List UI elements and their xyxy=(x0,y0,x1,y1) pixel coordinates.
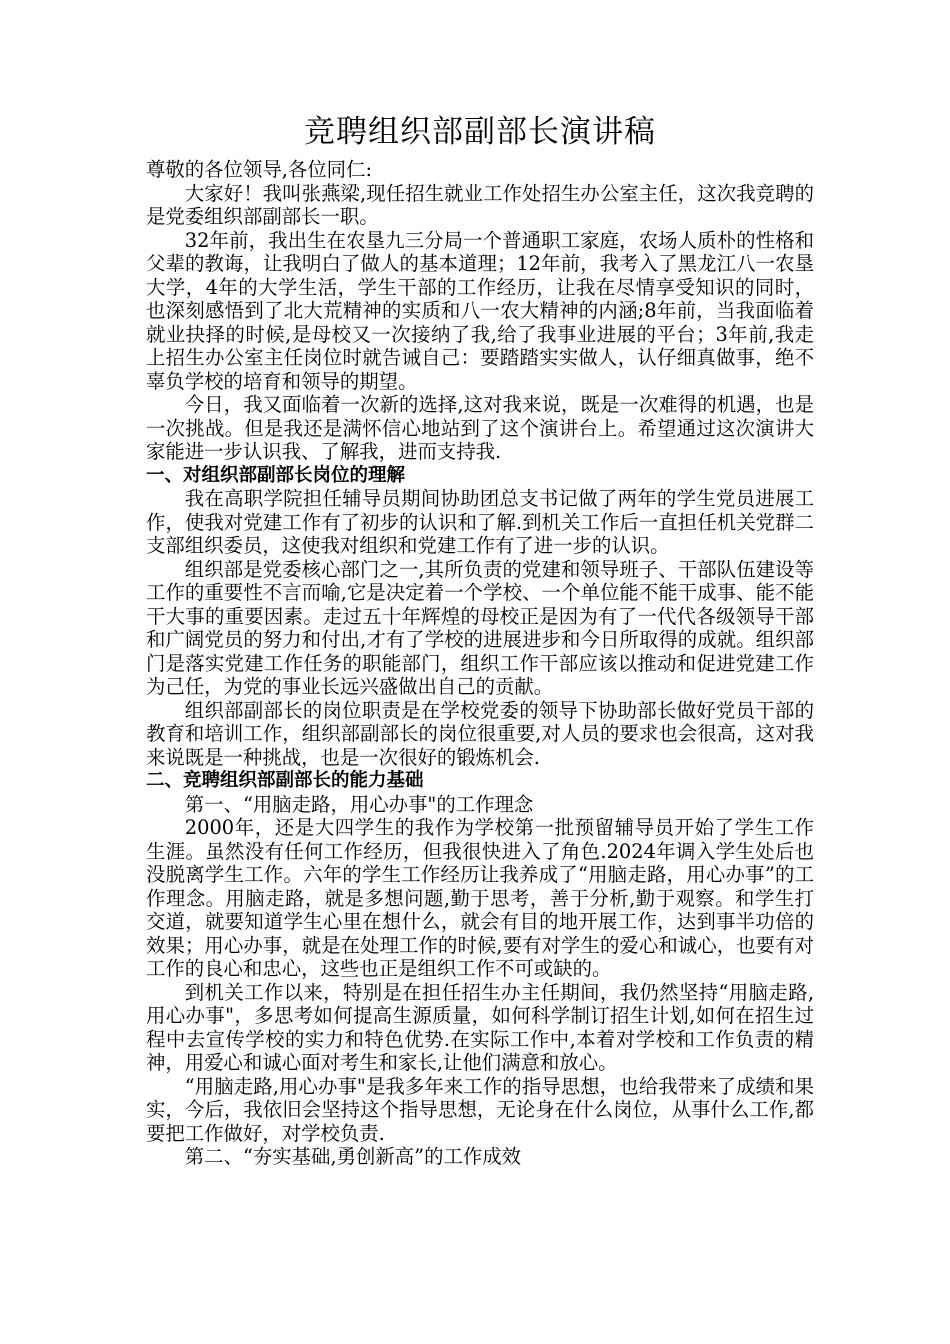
intro-paragraph-2: 32年前，我出生在农垦九三分局一个普通职工家庭，农场人质朴的性格和父辈的教诲，让我明白了做人的基本道理；12年前，我考入了黑龙江八一农垦大学，4年的大学生活，学生干部的工作经历，让我在尽情享受知识的同时，也深刻感悟到了北大荒精神的实质和八一农大精神的内涵;8年前，当我面临着就业抉择的时候,是母校又一次接纳了我,给了我事业进展的平台；3年前,我走上招生办公室主任岗位时就告诫自己：要踏踏实实做人，认仔细真做事，绝不辜负学校的培育和领导的期望。 xyxy=(146,228,814,393)
section-2-heading: 二、竞聘组织部副部长的能力基础 xyxy=(146,770,424,791)
section-2-subheading-1: 第一、“用脑走路，用心办事"的工作理念 xyxy=(184,792,534,816)
section-1-heading: 一、对组织部副部长岗位的理解 xyxy=(146,464,406,486)
section-1-paragraph-1: 我在高职学院担任辅导员期间协助团总支书记做了两年的学生党员进展工作，使我对党建工作有了初步的认识和了解.到机关工作后一直担任机关党群二支部组织委员，这使我对组织和党建工作有了进一步的认识。 xyxy=(146,487,814,557)
document-title: 竞聘组织部副部长演讲稿 xyxy=(304,114,656,150)
section-2-subheading-2: 第二、“夯实基础,勇创新高”的工作成效 xyxy=(184,1145,522,1168)
section-1-paragraph-3: 组织部副部长的岗位职责是在学校党委的领导下协助部长做好党员干部的教育和培训工作，组织部副部长的岗位很重要,对人员的要求也会很高，这对我来说既是一种挑战，也是一次很好的锻炼机会. xyxy=(146,698,814,769)
intro-paragraph-1: 大家好！我叫张燕梁,现任招生就业工作处招生办公室主任，这次我竞聘的是党委组织部副部长一职。 xyxy=(146,181,814,228)
salutation: 尊敬的各位领导,各位同仁: xyxy=(146,158,372,181)
section-1-paragraph-2: 组织部是党委核心部门之一,其所负责的党建和领导班子、干部队伍建设等工作的重要性不言而喻,它是决定着一个学校、一个单位能不能干成事、能不能干大事的重要因素。走过五十年辉煌的母校正是因为有了一代代各级领导干部和广阔党员的努力和付出,才有了学校的进展进步和今日所取得的成就。组织部门是落实党建工作任务的职能部门，组织工作干部应该以推动和促进党建工作为己任，为党的事业长远兴盛做出自己的贡献。 xyxy=(146,557,814,698)
section-2-paragraph-2: 到机关工作以来，特别是在担任招生办主任期间，我仍然坚持“用脑走路,用心办事"，多思考如何提高生源质量，如何科学制订招生计划,如何在招生过程中去宣传学校的实力和特色优势.在实际工作中,本着对学校和工作负责的精神，用爱心和诚心面对考生和家长,让他们满意和放心。 xyxy=(146,980,814,1074)
intro-paragraph-3: 今日，我又面临着一次新的选择,这对我来说，既是一次难得的机遇，也是一次挑战。但是我还是满怀信心地站到了这个演讲台上。希望通过这次演讲大家能进一步认识我、了解我，进而支持我. xyxy=(146,393,814,463)
document-page xyxy=(146,108,814,1169)
section-2-paragraph-1: 2000年，还是大四学生的我作为学校第一批预留辅导员开始了学生工作生涯。虽然没有任何工作经历，但我很快进入了角色.2024年调入学生处后也没脱离学生工作。六年的学生工作经历让我养成了“用脑走路，用心办事”的工作理念。用脑走路，就是多想问题,勤于思考，善于分析,勤于观察。和学生打交道，就要知道学生心里在想什么，就会有目的地开展工作，达到事半功倍的效果；用心办事，就是在处理工作的时候,要有对学生的爱心和诚心，也要有对工作的良心和忠心，这些也正是组织工作不可或缺的。 xyxy=(146,816,814,980)
section-2-paragraph-3: “用脑走路,用心办事"是我多年来工作的指导思想，也给我带来了成绩和果实，今后，我依旧会坚持这个指导思想，无论身在什么岗位，从事什么工作,都要把工作做好，对学校负责. xyxy=(146,1074,814,1145)
